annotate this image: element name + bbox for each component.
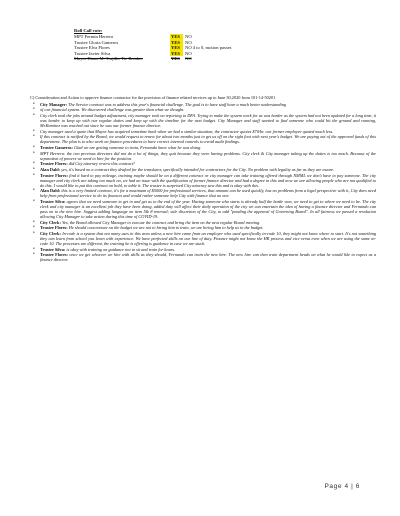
speaker-name: Trustee Flores:: [40, 252, 68, 258]
discussion-list: [30, 102, 376, 263]
roll-call-name: MPT Fermin Herrera: [74, 34, 113, 40]
speaker-statement: find it hard to pay mileage, training maybe should be on a different contract or city manager can take training offered through NMML we don't have to pay someone. The city manager and city clerk are taking too much on, we had an issue with the qualification of former finance director and had a degree in this and now we are allowing people who are not qualified to do this. I would like to put this contract on hold, to table it. The trustee is surprised City attorney saw this and is okay with this.: [40, 172, 376, 188]
roll-call-block: [74, 28, 314, 61]
page-footer: [324, 483, 360, 490]
speaker-name: City Manager:: [40, 101, 68, 107]
page-total: 6: [355, 483, 360, 490]
roll-call-vote: NO: [185, 34, 192, 40]
speaker-name: Trustee Flores:: [40, 172, 68, 178]
roll-call-vote: NO 4 to 0, motion passes: [185, 45, 232, 51]
discussion-item: [40, 151, 376, 161]
roll-call-vote: NO: [185, 55, 192, 61]
discussion-item: [40, 129, 376, 134]
speaker-statement: agrees that we need someone to get in and get us to the end of the year. Having someone who starts is already half the battle won, we need to get to where we need to be. The city clerk and city manager is an excellent job they have been doing, added duty will affect their daily operation of the city we can entertain the idea of having a finance director and Fernando can pass on to the new hire. Suggest adding language on item 5& 8 renewal; sole discretion of the City, to add "pending the approval of Governing Board". In all fairness we passed a resolution allowing City Manager to take action during this time of COVID-19.: [40, 198, 376, 220]
roll-call-name: Trustee Gloria Gameros: [74, 39, 119, 45]
speaker-name: Alan Dahl:: [40, 166, 61, 172]
roll-call-yes: YES: [170, 34, 183, 39]
roll-call-row: [74, 56, 314, 61]
discussion-item: [40, 145, 376, 150]
speaker-statement: He should concentrate on the budget we are not to hiring him to train, we are hiring him to help us in the budget.: [68, 225, 264, 231]
speaker-name: Alan Dahl:: [40, 188, 61, 194]
roll-call-name: Trustee Javier Silva: [74, 50, 111, 56]
speaker-statement: did City attorney review this contract?: [68, 161, 136, 167]
discussion-item: [40, 188, 376, 198]
agenda-item-title: C) Consideration and Action to approve finance contractor for the provision of finance related services up to June 30,2020 from 101-14-50201: [30, 95, 276, 100]
speaker-statement: Yes, the Board allowed City Manager to execute the contract and bring the item on the next regular Board meeting.: [61, 219, 261, 225]
discussion-item: [40, 199, 376, 219]
speaker-name: Trustee Flores:: [40, 161, 68, 167]
speaker-name: Trustee Silva:: [40, 246, 66, 252]
roll-call-yes: YES: [170, 51, 183, 56]
page-separator: |: [351, 483, 354, 490]
roll-call-heading: Roll Call vote:: [74, 28, 103, 33]
discussion-item: [40, 167, 376, 172]
speaker-statement: If this contract is ratified by the Board, we would request to renew for about two months just to get us off on the right foot with next year's budget. We are paying out of the approved funds of this department. The plan is to also work on finance procedures to have correct internal controls to avoid audit findings.: [40, 134, 376, 145]
speaker-name: Trustee Gameros:: [40, 144, 73, 150]
roll-call-name: Trustee Elva Flores: [74, 45, 110, 51]
speaker-statement: this is a very limited contract, it's for a maximum of $5000 for professional services, that amount can be used quickly, has no problems from a legal perspective with it, City does need help from professional service to do its finances and would rather someone help City with finance that no one.: [40, 188, 376, 199]
roll-call-yes: YES: [170, 40, 183, 45]
speaker-name: Trustee Silva:: [40, 198, 66, 204]
discussion-item: [40, 102, 376, 107]
roll-call-vote: NO: [185, 50, 192, 56]
speaker-statement: The Service contract was to address this year's financial challenge. The goal is to have staff have a much better understanding: [68, 101, 287, 107]
discussion-item: [40, 161, 376, 166]
speaker-name: City Clerk:: [40, 219, 61, 225]
speaker-statement: Glad we are getting someone to train, Fernando knew what he was doing.: [73, 144, 202, 150]
speaker-statement: once we get whoever we hire with skills as they should, Fernando can train the new hire. The new hire can then train department heads on what he would like to expect as a finance director.: [40, 252, 376, 263]
discussion-item: [40, 252, 376, 262]
discussion-item: [40, 225, 376, 230]
discussion-item: [40, 134, 376, 144]
page-label: Page: [324, 483, 343, 490]
speaker-statement: MPT Herrera: the two previous directors did not do a lot of things, they quit because they were having problems. City clerk & City manager taking up the duties is too much. Because of the separation of powers we need to hire for the position.: [40, 150, 376, 161]
speaker-statement: is okay with training on guidance not to sit and train for hours.: [66, 246, 176, 252]
discussion-item: [40, 231, 376, 246]
roll-call-yes: YES: [170, 45, 183, 50]
roll-call-rows: [74, 34, 314, 61]
speaker-statement: of our financial system. We discovered challenge was greater than what we thought.: [40, 107, 185, 113]
speaker-name: City Clerk:: [40, 230, 61, 236]
speaker-statement: In-code is a system that not many uses in this area unless a new hire came from an employer who used specifically in-code 10, they might not know where to start. It's not something they can learn from school you learn with experience. We have perfected skills on our line of duty. Finance might not know the HR process and vice versa even when we are using the same in-code 10. The processes are different, the training he is offering is guidance in case we are stuck.: [40, 230, 377, 247]
roll-call-vote: NO: [185, 39, 192, 45]
discussion-item: [40, 113, 376, 128]
roll-call-yes: YES: [171, 55, 180, 61]
discussion-item: [40, 220, 376, 225]
speaker-statement: yes, it's based on a contract they drafted for the translator, specifically intended for contractors for the City. No problem with legality as far as they are aware.: [61, 166, 335, 172]
discussion-item: [40, 247, 376, 252]
discussion-item: [40, 107, 376, 112]
discussion-item: [40, 173, 376, 188]
minutes-body: [30, 95, 376, 263]
speaker-name: Trustee Flores:: [40, 225, 68, 231]
speaker-statement: City clerk took the jobs around budget adjustment, city manager took on reporting to DFA. Trying to make the system work for us was harder as the system had not been updated for a long time, it was harder to keep up with our regular duties and keep up with the timeline for the next budget. City Manager and staff wanted to find someone who could hit the ground and running, Mr.Ramirez was reached out since he was our former finance director.: [40, 112, 376, 128]
page-number: 4: [344, 483, 349, 490]
roll-call-name: Mayor Diana M. Trujillo-Tie Breaker: [74, 55, 143, 61]
speaker-statement: City manager used a quote that Mayor has acquired sometime back when we had a similar situation, the contractor quotes $70/hr. our former employee quoted much less.: [40, 128, 334, 134]
